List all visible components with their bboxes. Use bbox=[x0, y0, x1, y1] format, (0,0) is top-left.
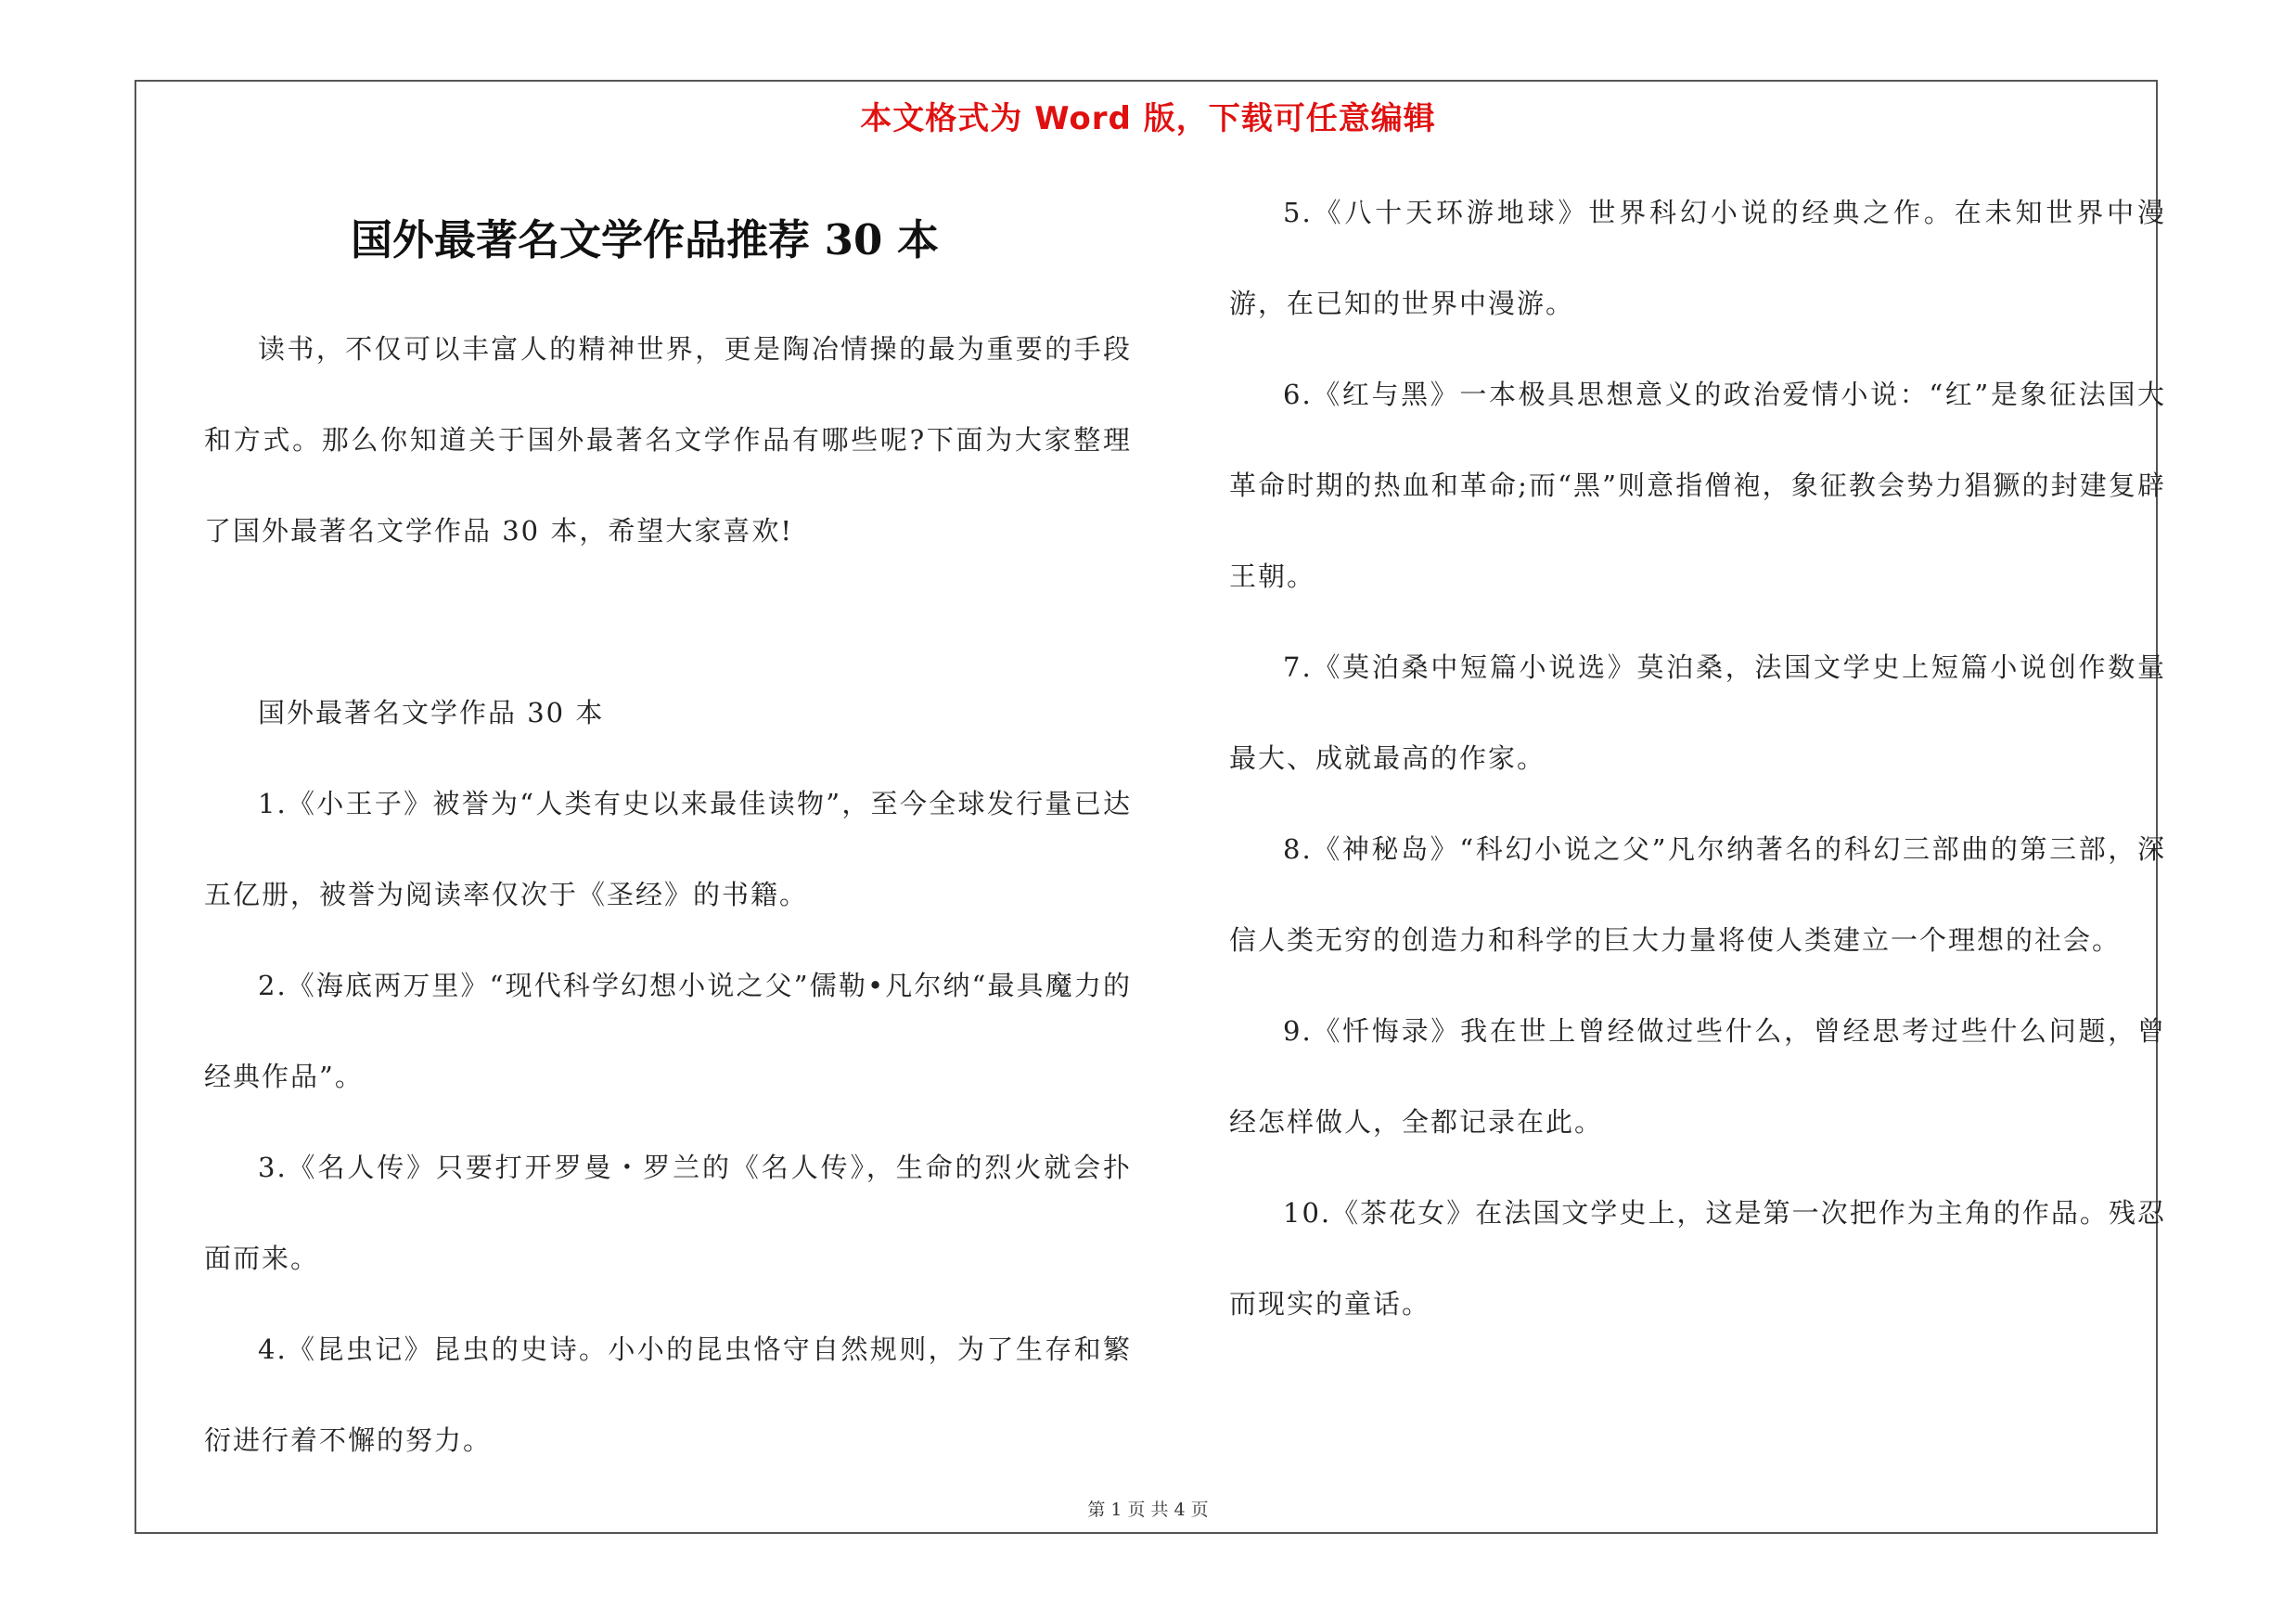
book-item-1: 1.《小王子》被誉为“人类有史以来最佳读物”，至今全球发行量已达五亿册，被誉为阅读率仅次于《圣经》的书籍。 bbox=[204, 788, 1132, 910]
right-column bbox=[1229, 167, 2166, 1349]
book-item-10: 10.《茶花女》在法国文学史上，这是第一次把作为主角的作品。残忍而现实的童话。 bbox=[1229, 1197, 2166, 1320]
book-item-3: 3.《名人传》只要打开罗曼・罗兰的《名人传》，生命的烈火就会扑面而来。 bbox=[204, 1152, 1132, 1274]
page-number-footer: 第 1 页 共 4 页 bbox=[1087, 1500, 1209, 1520]
list-subheading: 国外最著名文学作品 30 本 bbox=[258, 697, 605, 728]
book-item-6: 6.《红与黑》一本极具思想意义的政治爱情小说：“红”是象征法国大革命时期的热血和革命;而“黑”则意指僧袍，象征教会势力猖獗的封建复辟王朝。 bbox=[1229, 379, 2166, 592]
intro-paragraph: 读书，不仅可以丰富人的精神世界，更是陶冶情操的最为重要的手段和方式。那么你知道关于国外最著名文学作品有哪些呢?下面为大家整理了国外最著名文学作品 30 本，希望大家喜欢! bbox=[204, 333, 1132, 547]
book-item-7: 7.《莫泊桑中短篇小说选》莫泊桑，法国文学史上短篇小说创作数量最大、成就最高的作家。 bbox=[1229, 651, 2166, 774]
book-item-2: 2.《海底两万里》“现代科学幻想小说之父”儒勒•凡尔纳“最具魔力的经典作品”。 bbox=[204, 970, 1132, 1092]
book-item-9: 9.《忏悔录》我在世上曾经做过些什么，曾经思考过些什么问题，曾经怎样做人，全都记录在此。 bbox=[1229, 1015, 2166, 1138]
book-item-4: 4.《昆虫记》昆虫的史诗。小小的昆虫恪守自然规则，为了生存和繁衍进行着不懈的努力。 bbox=[204, 1333, 1132, 1456]
editable-format-banner: 本文格式为 Word 版，下载可任意编辑 bbox=[860, 100, 1436, 137]
left-column bbox=[204, 303, 1132, 1486]
book-item-8: 8.《神秘岛》“科幻小说之父”凡尔纳著名的科幻三部曲的第三部，深信人类无穷的创造力和科学的巨大力量将使人类建立一个理想的社会。 bbox=[1229, 833, 2166, 956]
book-item-5: 5.《八十天环游地球》世界科幻小说的经典之作。在未知世界中漫游，在已知的世界中漫游。 bbox=[1229, 197, 2166, 319]
paragraph-spacer bbox=[204, 576, 1132, 667]
document-title: 国外最著名文学作品推荐 30 本 bbox=[351, 215, 939, 264]
